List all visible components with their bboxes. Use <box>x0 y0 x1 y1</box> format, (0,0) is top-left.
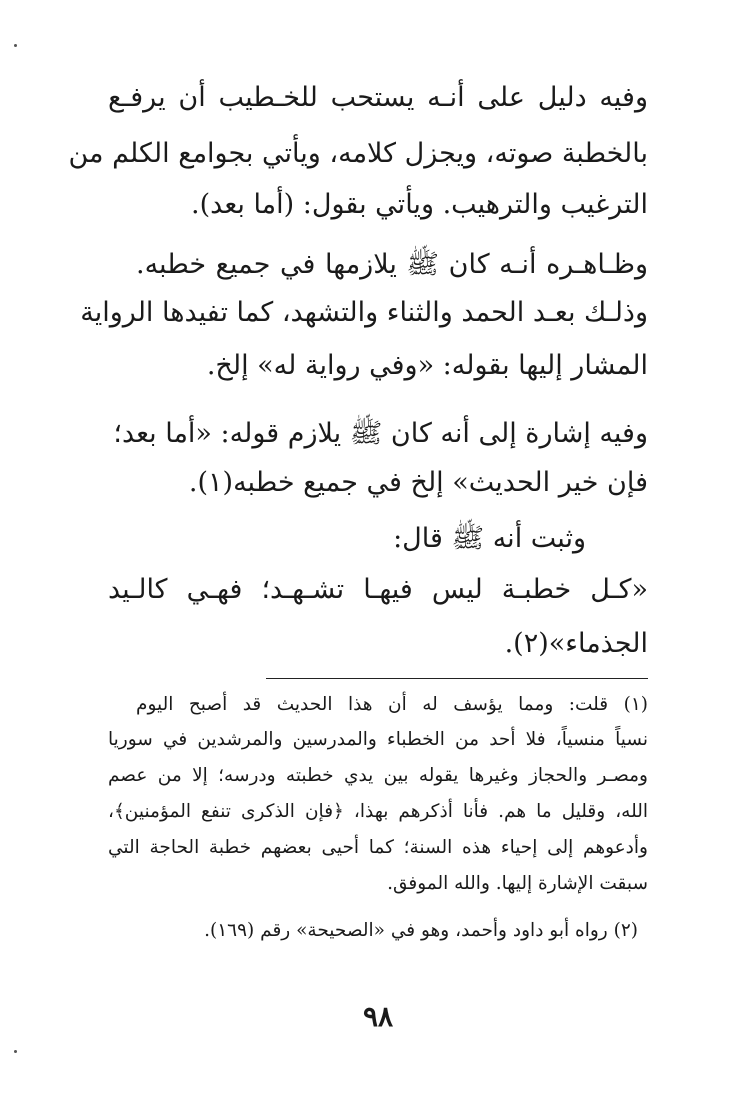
footnote-line-5: وأدعوهم إلى إحياء هذه السنة؛ كما أحيى بعضهم خطبة الحاجة التي <box>108 837 648 858</box>
body-line-9: وثبت أنه ﷺ قال: <box>393 523 586 554</box>
scan-mark <box>14 1050 17 1053</box>
body-line-5: وذلـك بعـد الحمد والثناء والتشهد، كما تفيدها الرواية <box>80 297 648 328</box>
body-line-2: بالخطبة صوته، ويجزل كلامه، ويأتي بجوامع الكلم من <box>68 138 648 169</box>
footnote-line-4: الله، وقليل ما هم. فأنا أذكرهم بهذا، ﴿فإن الذكرى تنفع المؤمنين﴾، <box>108 801 648 822</box>
body-line-1: وفيه دليل على أنـه يستحب للخـطيب أن يرفـع <box>108 82 648 113</box>
body-line-11: الجذماء»(٢). <box>504 628 648 659</box>
page-number: ٩٨ <box>362 1000 394 1033</box>
footnote-line-7: (٢) رواه أبو داود وأحمد، وهو في «الصحيحة» رقم (١٦٩). <box>204 920 638 941</box>
body-line-10: «كـل خطبـة ليس فيهـا تشـهـد؛ فهـي كالـيد <box>108 574 648 605</box>
footnote-line-2: نسياً منسياً، فلا أحد من الخطباء والمدرسين والمرشدين في سوريا <box>108 729 648 750</box>
footnote-line-1: (١) قلت: ومما يؤسف له أن هذا الحديث قد أصبح اليوم <box>136 694 648 715</box>
body-line-4: وظـاهـره أنـه كان ﷺ يلازمها في جميع خطبه. <box>136 249 648 280</box>
footnote-line-6: سبقت الإشارة إليها. والله الموفق. <box>387 873 648 894</box>
body-line-7: وفيه إشارة إلى أنه كان ﷺ يلازم قوله: «أما بعد؛ <box>113 418 648 449</box>
footnote-separator <box>266 678 648 679</box>
body-line-8: فإن خير الحديث» إلخ في جميع خطبه(١). <box>188 467 648 498</box>
footnote-line-3: ومصـر والحجاز وغيرها يقوله بين يدي خطبته ودرسه؛ إلا من عصم <box>108 765 648 786</box>
body-line-3: الترغيب والترهيب. ويأتي بقول: (أما بعد). <box>191 189 648 220</box>
body-line-6: المشار إليها بقوله: «وفي رواية له» إلخ. <box>206 350 648 381</box>
scan-mark <box>14 44 17 47</box>
